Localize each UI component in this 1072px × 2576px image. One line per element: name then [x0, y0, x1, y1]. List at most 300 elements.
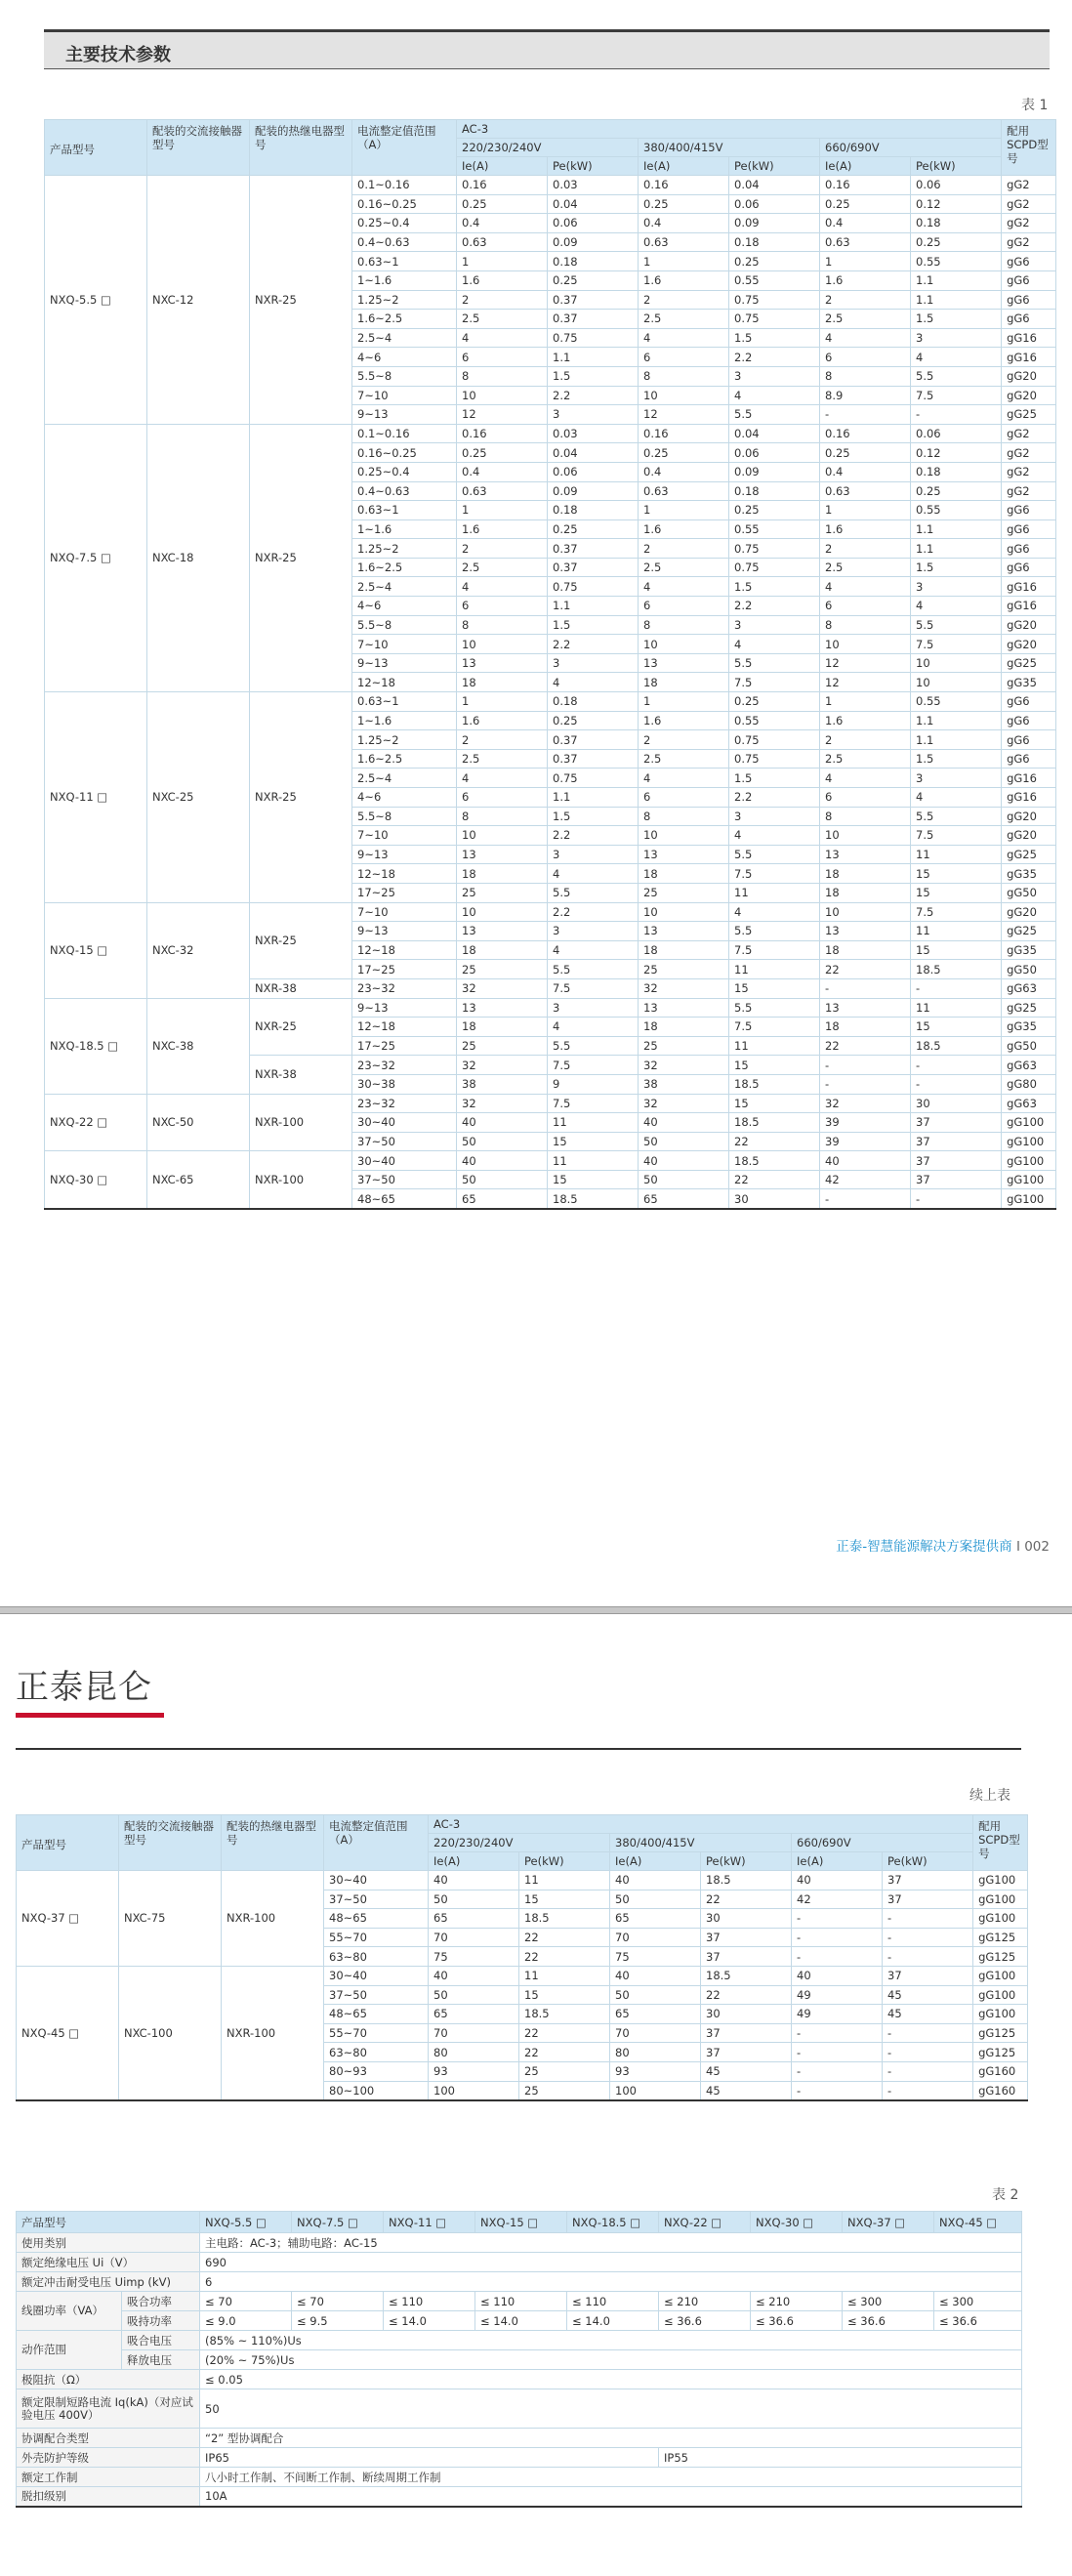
scpd-cell: gG50 [1002, 960, 1056, 979]
ie-220-cell: 32 [457, 1094, 548, 1113]
ie-380-cell: 100 [610, 2081, 701, 2100]
contactor-cell: NXC-12 [147, 176, 250, 425]
range-cell: 0.63~1 [352, 692, 457, 712]
pe-220-cell: 1.1 [548, 348, 639, 367]
ie-660-cell: 49 [792, 2005, 883, 2024]
ie-380-cell: 2.5 [639, 310, 729, 329]
ie-660-cell: - [820, 405, 911, 425]
ie-660-cell: 0.63 [820, 481, 911, 501]
scpd-cell: gG2 [1002, 462, 1056, 481]
ie-380-cell: 13 [639, 922, 729, 941]
pe-380-cell: 0.09 [729, 214, 820, 233]
ie-380-cell: 70 [610, 1928, 701, 1947]
t2-pull-value: ≤ 70 [200, 2292, 292, 2311]
pe-380-cell: 30 [729, 1189, 820, 1209]
pe-660-cell: 5.5 [911, 366, 1002, 386]
range-cell: 0.25~0.4 [352, 214, 457, 233]
pe-380-cell: 5.5 [729, 405, 820, 425]
scpd-cell: gG2 [1002, 443, 1056, 463]
ie-220-cell: 2.5 [457, 310, 548, 329]
ie-220-cell: 40 [457, 1113, 548, 1133]
pe-380-cell: 2.2 [729, 788, 820, 808]
ie-660-cell: 32 [820, 1094, 911, 1113]
scpd-cell: gG16 [1002, 328, 1056, 348]
ie-660-cell: 13 [820, 845, 911, 864]
header-pe: Pe(kW) [883, 1852, 973, 1871]
range-cell: 9~13 [352, 998, 457, 1018]
pe-660-cell: 1.5 [911, 310, 1002, 329]
pe-380-cell: 0.25 [729, 692, 820, 712]
pe-660-cell: 5.5 [911, 615, 1002, 635]
ie-660-cell: 0.4 [820, 214, 911, 233]
ie-660-cell: 40 [820, 1151, 911, 1171]
ie-660-cell: 6 [820, 597, 911, 616]
pe-660-cell: - [883, 2061, 973, 2081]
ie-660-cell: 2.5 [820, 749, 911, 769]
pe-220-cell: 0.18 [548, 501, 639, 520]
header-pe: Pe(kW) [729, 157, 820, 176]
scpd-cell: gG6 [1002, 501, 1056, 520]
pe-220-cell: 3 [548, 653, 639, 673]
pe-380-cell: 0.75 [729, 290, 820, 310]
pe-380-cell: 22 [701, 1890, 792, 1909]
t2-model-header: NXQ-18.5 □ [567, 2212, 659, 2233]
pe-220-cell: 2.2 [548, 826, 639, 846]
ie-380-cell: 12 [639, 405, 729, 425]
scpd-cell: gG50 [1002, 1036, 1056, 1056]
ie-220-cell: 65 [457, 1189, 548, 1209]
header-contactor: 配装的交流接触器型号 [119, 1815, 222, 1871]
ie-660-cell: 18 [820, 864, 911, 884]
scpd-cell: gG6 [1002, 252, 1056, 271]
range-cell: 80~93 [324, 2061, 429, 2081]
pe-660-cell: 0.25 [911, 232, 1002, 252]
pe-380-cell: 1.5 [729, 328, 820, 348]
pe-220-cell: 1.5 [548, 615, 639, 635]
pe-660-cell: 0.12 [911, 443, 1002, 463]
ie-660-cell: 39 [820, 1113, 911, 1133]
scpd-cell: gG6 [1002, 711, 1056, 730]
pe-660-cell: 1.1 [911, 290, 1002, 310]
model-cell: NXQ-18.5 □ [45, 998, 147, 1094]
pe-220-cell: 1.5 [548, 366, 639, 386]
range-cell: 1~1.6 [352, 519, 457, 539]
pe-660-cell: 37 [883, 1890, 973, 1909]
range-cell: 48~65 [324, 1909, 429, 1929]
ie-660-cell: 22 [820, 960, 911, 979]
ie-220-cell: 0.16 [457, 424, 548, 443]
ie-660-cell: 2 [820, 730, 911, 750]
scpd-cell: gG6 [1002, 692, 1056, 712]
pe-660-cell: 37 [911, 1151, 1002, 1171]
relay-cell: NXR-100 [250, 1151, 352, 1209]
t2-hold-value: ≤ 36.6 [934, 2311, 1022, 2331]
table-row [45, 692, 1056, 712]
ie-660-cell: - [792, 2061, 883, 2081]
ie-220-cell: 8 [457, 807, 548, 826]
table-row [45, 1094, 1056, 1113]
ie-380-cell: 2 [639, 730, 729, 750]
ie-220-cell: 13 [457, 653, 548, 673]
header-model: 产品型号 [17, 1815, 119, 1871]
pe-660-cell: 7.5 [911, 635, 1002, 654]
relay-cell: NXR-25 [250, 424, 352, 691]
ie-380-cell: 18 [639, 673, 729, 692]
ie-380-cell: 50 [639, 1132, 729, 1151]
pe-220-cell: 0.37 [548, 558, 639, 577]
pe-220-cell: 4 [548, 940, 639, 960]
t2-ip-value-a: IP65 [200, 2448, 659, 2468]
pe-660-cell: 15 [911, 883, 1002, 902]
spec-table-1-continued [16, 1814, 1028, 2101]
header-scpd: 配用SCPD型号 [973, 1815, 1028, 1871]
range-cell: 23~32 [352, 978, 457, 998]
ie-380-cell: 1 [639, 501, 729, 520]
range-cell: 0.4~0.63 [352, 232, 457, 252]
t2-coil-label: 线圈功率（VA） [17, 2292, 122, 2331]
ie-220-cell: 1.6 [457, 519, 548, 539]
range-cell: 5.5~8 [352, 615, 457, 635]
ie-380-cell: 1.6 [639, 711, 729, 730]
pe-220-cell: 0.04 [548, 194, 639, 214]
range-cell: 0.16~0.25 [352, 443, 457, 463]
scpd-cell: gG20 [1002, 807, 1056, 826]
ie-380-cell: 0.16 [639, 176, 729, 195]
ie-380-cell: 10 [639, 635, 729, 654]
range-cell: 30~38 [352, 1074, 457, 1094]
pe-660-cell: 3 [911, 328, 1002, 348]
pe-660-cell: 5.5 [911, 807, 1002, 826]
t2-coord-label: 协调配合类型 [17, 2429, 200, 2448]
ie-660-cell: - [792, 1928, 883, 1947]
pe-660-cell: 0.18 [911, 462, 1002, 481]
header-range: 电流整定值范围（A） [324, 1815, 429, 1871]
scpd-cell: gG35 [1002, 673, 1056, 692]
ie-220-cell: 10 [457, 386, 548, 405]
pe-220-cell: 0.75 [548, 328, 639, 348]
ie-380-cell: 10 [639, 902, 729, 922]
ie-380-cell: 2 [639, 539, 729, 559]
range-cell: 2.5~4 [352, 328, 457, 348]
t2-hold-value: ≤ 36.6 [843, 2311, 934, 2331]
range-cell: 0.1~0.16 [352, 176, 457, 195]
range-cell: 37~50 [352, 1132, 457, 1151]
pe-660-cell: 1.1 [911, 519, 1002, 539]
pe-380-cell: 4 [729, 902, 820, 922]
pe-380-cell: 15 [729, 978, 820, 998]
ie-380-cell: 2 [639, 290, 729, 310]
page-number: 002 [1024, 1539, 1050, 1555]
pe-380-cell: 0.75 [729, 558, 820, 577]
t2-hold-value: ≤ 14.0 [567, 2311, 659, 2331]
pe-220-cell: 0.37 [548, 749, 639, 769]
scpd-cell: gG16 [1002, 769, 1056, 788]
pe-220-cell: 0.25 [548, 711, 639, 730]
scpd-cell: gG100 [1002, 1132, 1056, 1151]
ie-660-cell: 18 [820, 883, 911, 902]
pe-660-cell: 11 [911, 922, 1002, 941]
pe-220-cell: 3 [548, 922, 639, 941]
pe-380-cell: 11 [729, 883, 820, 902]
ie-220-cell: 70 [429, 1928, 519, 1947]
t2-hold-value: ≤ 9.5 [292, 2311, 384, 2331]
ie-380-cell: 8 [639, 615, 729, 635]
ie-220-cell: 13 [457, 998, 548, 1018]
range-cell: 12~18 [352, 1018, 457, 1037]
table-row [45, 998, 1056, 1018]
range-cell: 0.25~0.4 [352, 462, 457, 481]
pe-220-cell: 5.5 [548, 1036, 639, 1056]
pe-660-cell: - [911, 1056, 1002, 1075]
scpd-cell: gG16 [1002, 577, 1056, 597]
header-voltage-380: 380/400/415V [639, 139, 820, 157]
ie-660-cell: 1 [820, 501, 911, 520]
pe-220-cell: 3 [548, 998, 639, 1018]
footer-page-number: I 002 [1015, 1539, 1050, 1555]
pe-660-cell: - [883, 1909, 973, 1929]
pe-220-cell: 4 [548, 673, 639, 692]
model-cell: NXQ-37 □ [17, 1871, 119, 1967]
ie-380-cell: 25 [639, 883, 729, 902]
pe-660-cell: 37 [883, 1871, 973, 1890]
footer-brand [836, 1535, 1050, 1555]
relay-cell: NXR-38 [250, 1056, 352, 1094]
ie-660-cell: 6 [820, 348, 911, 367]
range-cell: 37~50 [352, 1170, 457, 1189]
pe-380-cell: 37 [701, 2043, 792, 2062]
scpd-cell: gG160 [973, 2061, 1028, 2081]
ie-660-cell: - [820, 1074, 911, 1094]
scpd-cell: gG25 [1002, 405, 1056, 425]
header-ie: Ie(A) [610, 1852, 701, 1871]
t2-ip-label: 外壳防护等级 [17, 2448, 200, 2468]
t2-pullv-value: (85% ~ 110%)Us [200, 2331, 1022, 2350]
ie-380-cell: 80 [610, 2043, 701, 2062]
t2-model-header: NXQ-15 □ [475, 2212, 567, 2233]
pe-660-cell: 0.55 [911, 501, 1002, 520]
ie-380-cell: 93 [610, 2061, 701, 2081]
ie-380-cell: 40 [639, 1113, 729, 1133]
pe-220-cell: 5.5 [548, 960, 639, 979]
pe-660-cell: 4 [911, 597, 1002, 616]
range-cell: 30~40 [352, 1113, 457, 1133]
ie-220-cell: 4 [457, 769, 548, 788]
t2-pole-value: ≤ 0.05 [200, 2370, 1022, 2389]
section-header [44, 29, 1050, 68]
ie-380-cell: 70 [610, 2023, 701, 2043]
scpd-cell: gG35 [1002, 940, 1056, 960]
range-cell: 30~40 [352, 1151, 457, 1171]
table-row [45, 1151, 1056, 1171]
range-cell: 9~13 [352, 845, 457, 864]
pe-660-cell: 1.5 [911, 558, 1002, 577]
ie-220-cell: 10 [457, 902, 548, 922]
pe-380-cell: 18.5 [729, 1113, 820, 1133]
range-cell: 12~18 [352, 864, 457, 884]
ie-220-cell: 100 [429, 2081, 519, 2100]
ie-380-cell: 0.63 [639, 481, 729, 501]
pe-380-cell: 0.04 [729, 424, 820, 443]
pe-220-cell: 0.04 [548, 443, 639, 463]
range-cell: 7~10 [352, 826, 457, 846]
pe-380-cell: 0.25 [729, 501, 820, 520]
ie-220-cell: 0.63 [457, 232, 548, 252]
scpd-cell: gG2 [1002, 176, 1056, 195]
header-ie: Ie(A) [429, 1852, 519, 1871]
model-cell: NXQ-30 □ [45, 1151, 147, 1209]
range-cell: 48~65 [324, 2005, 429, 2024]
contactor-cell: NXC-65 [147, 1151, 250, 1209]
scpd-cell: gG35 [1002, 864, 1056, 884]
header-voltage-660: 660/690V [792, 1834, 973, 1852]
range-cell: 55~70 [324, 2023, 429, 2043]
ie-660-cell: - [820, 1056, 911, 1075]
ie-220-cell: 0.4 [457, 462, 548, 481]
ie-220-cell: 2 [457, 290, 548, 310]
ie-220-cell: 4 [457, 577, 548, 597]
pe-380-cell: 7.5 [729, 673, 820, 692]
relay-cell: NXR-25 [250, 692, 352, 903]
pe-660-cell: - [883, 2023, 973, 2043]
pe-220-cell: 22 [519, 2023, 610, 2043]
t2-ui-value: 690 [200, 2253, 1022, 2272]
pe-660-cell: 10 [911, 673, 1002, 692]
ie-380-cell: 0.16 [639, 424, 729, 443]
ie-660-cell: 18 [820, 1018, 911, 1037]
ie-660-cell: 1 [820, 252, 911, 271]
ie-660-cell: 42 [820, 1170, 911, 1189]
ie-220-cell: 1 [457, 501, 548, 520]
header-voltage-380: 380/400/415V [610, 1834, 792, 1852]
pe-660-cell: 37 [883, 1966, 973, 1985]
pe-220-cell: 25 [519, 2081, 610, 2100]
pe-220-cell: 11 [548, 1151, 639, 1171]
ie-380-cell: 65 [610, 1909, 701, 1929]
t2-hold-label: 吸持功率 [122, 2311, 200, 2331]
t2-model-header: NXQ-45 □ [934, 2212, 1022, 2233]
contactor-cell: NXC-75 [119, 1871, 222, 1967]
ie-380-cell: 0.25 [639, 443, 729, 463]
pe-660-cell: - [883, 1947, 973, 1967]
scpd-cell: gG6 [1002, 519, 1056, 539]
spec-table-2 [16, 2211, 1022, 2508]
ie-660-cell: 0.4 [820, 462, 911, 481]
pe-380-cell: 7.5 [729, 1018, 820, 1037]
scpd-cell: gG80 [1002, 1074, 1056, 1094]
ie-660-cell: 40 [792, 1966, 883, 1985]
ie-220-cell: 1.6 [457, 711, 548, 730]
scpd-cell: gG125 [973, 1947, 1028, 1967]
pe-660-cell: 18.5 [911, 1036, 1002, 1056]
pe-660-cell: 37 [911, 1113, 1002, 1133]
t2-pull-value: ≤ 70 [292, 2292, 384, 2311]
pe-380-cell: 5.5 [729, 922, 820, 941]
contactor-cell: NXC-100 [119, 1966, 222, 2099]
ie-660-cell: 2 [820, 290, 911, 310]
ie-660-cell: 49 [792, 1985, 883, 2005]
header-voltage-220: 220/230/240V [429, 1834, 610, 1852]
header-ie: Ie(A) [792, 1852, 883, 1871]
pe-380-cell: 5.5 [729, 998, 820, 1018]
pe-220-cell: 25 [519, 2061, 610, 2081]
header-contactor: 配装的交流接触器型号 [147, 120, 250, 176]
ie-660-cell: 10 [820, 635, 911, 654]
pe-660-cell: 15 [911, 864, 1002, 884]
ie-380-cell: 6 [639, 788, 729, 808]
range-cell: 9~13 [352, 653, 457, 673]
pe-220-cell: 18.5 [519, 2005, 610, 2024]
table-row [45, 902, 1056, 922]
ie-380-cell: 1.6 [639, 519, 729, 539]
ie-220-cell: 50 [429, 1890, 519, 1909]
ie-220-cell: 13 [457, 845, 548, 864]
header-ac3: AC-3 [429, 1815, 973, 1834]
pe-220-cell: 0.75 [548, 769, 639, 788]
ie-220-cell: 38 [457, 1074, 548, 1094]
header-ie: Ie(A) [639, 157, 729, 176]
pe-220-cell: 4 [548, 1018, 639, 1037]
ie-380-cell: 0.25 [639, 194, 729, 214]
range-cell: 0.63~1 [352, 252, 457, 271]
ie-660-cell: 12 [820, 653, 911, 673]
scpd-cell: gG2 [1002, 194, 1056, 214]
pe-660-cell: - [883, 2081, 973, 2100]
relay-cell: NXR-25 [250, 902, 352, 978]
pe-660-cell: 7.5 [911, 386, 1002, 405]
range-cell: 63~80 [324, 1947, 429, 1967]
ie-660-cell: 0.63 [820, 232, 911, 252]
pe-220-cell: 1.1 [548, 597, 639, 616]
ie-220-cell: 10 [457, 635, 548, 654]
ie-380-cell: 32 [639, 1094, 729, 1113]
range-cell: 9~13 [352, 405, 457, 425]
scpd-cell: gG2 [1002, 232, 1056, 252]
scpd-cell: gG100 [1002, 1151, 1056, 1171]
ie-380-cell: 0.4 [639, 214, 729, 233]
t2-hold-value: ≤ 9.0 [200, 2311, 292, 2331]
ie-220-cell: 2.5 [457, 558, 548, 577]
t2-pullv-label: 吸合电压 [122, 2331, 200, 2350]
relay-cell: NXR-25 [250, 998, 352, 1056]
range-cell: 0.16~0.25 [352, 194, 457, 214]
ie-220-cell: 18 [457, 940, 548, 960]
ie-660-cell: 42 [792, 1890, 883, 1909]
ie-660-cell: - [792, 2043, 883, 2062]
pe-660-cell: 4 [911, 788, 1002, 808]
scpd-cell: gG6 [1002, 749, 1056, 769]
ie-220-cell: 50 [457, 1170, 548, 1189]
ie-380-cell: 2.5 [639, 749, 729, 769]
scpd-cell: gG2 [1002, 214, 1056, 233]
ie-660-cell: 12 [820, 673, 911, 692]
ie-220-cell: 40 [429, 1966, 519, 1985]
pe-220-cell: 0.03 [548, 176, 639, 195]
ie-660-cell: 40 [792, 1871, 883, 1890]
pe-660-cell: 3 [911, 577, 1002, 597]
scpd-cell: gG125 [973, 1928, 1028, 1947]
t2-duty-value: 八小时工作制、不间断工作制、断续周期工作制 [200, 2468, 1022, 2487]
t2-duty-label: 额定工作制 [17, 2468, 200, 2487]
t2-uimp-value: 6 [200, 2272, 1022, 2292]
pe-220-cell: 22 [519, 2043, 610, 2062]
header-pe: Pe(kW) [548, 157, 639, 176]
range-cell: 5.5~8 [352, 807, 457, 826]
ie-660-cell: 2 [820, 539, 911, 559]
range-cell: 4~6 [352, 348, 457, 367]
scpd-cell: gG125 [973, 2043, 1028, 2062]
pe-660-cell: 0.06 [911, 176, 1002, 195]
pe-380-cell: 4 [729, 635, 820, 654]
